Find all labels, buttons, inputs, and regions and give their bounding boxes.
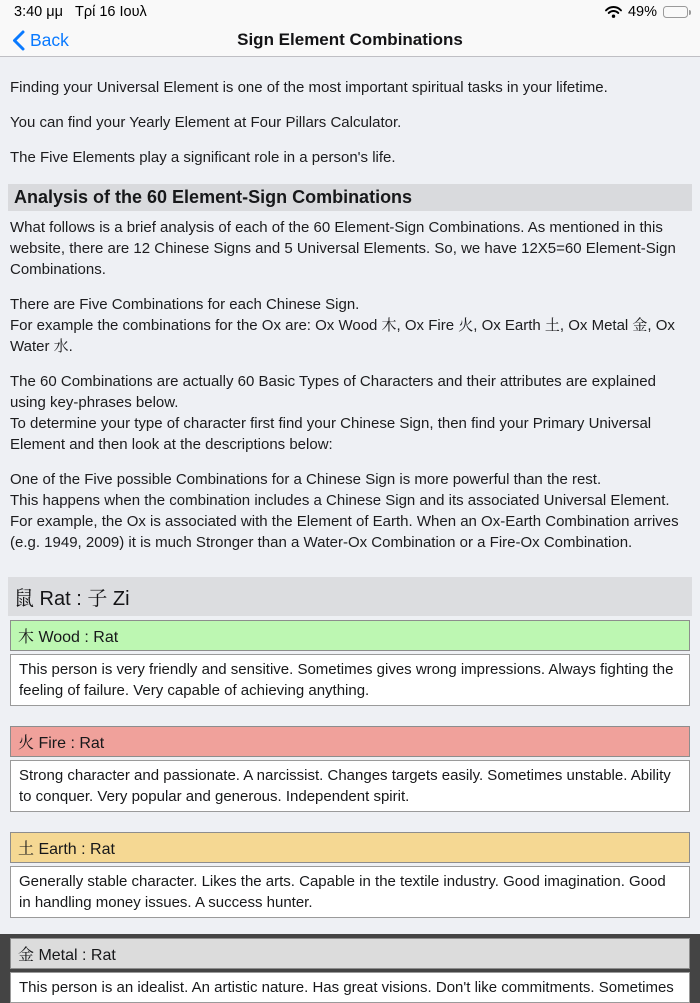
combo-fire-rat [10, 726, 690, 812]
navigation-bar [0, 24, 700, 57]
paragraph-line: The 60 Combinations are actually 60 Basic Types of Characters and their attributes are explained using key-phrases below. [10, 373, 656, 411]
page-title: Sign Element Combinations [237, 30, 463, 49]
combo-description-earth: Generally stable character. Likes the arts. Capable in the textile industry. Good imagination. Good in handling money issues. A success hunter. [10, 866, 690, 918]
paragraph-line: For example, the Ox is associated with the Element of Earth. When an Ox-Earth Combination arrives (e.g. 1949, 2009) it is much Stronger than a Water-Ox Combination or a Fire-Ox Combination. [10, 513, 679, 551]
status-left [14, 4, 147, 20]
scroll-content[interactable] [0, 57, 700, 1003]
analysis-paragraph-1: What follows is a brief analysis of each of the 60 Element-Sign Combinations. As mentioned in this website, there are 12 Chinese Signs and 5 Universal Elements. So, we have 12X5=60 Element-Sign Combinations. [10, 219, 676, 278]
back-button[interactable] [0, 30, 79, 51]
intro-paragraph: The Five Elements play a significant role in a person's life. [10, 149, 396, 166]
date: Τρί 16 Ιουλ [74, 4, 147, 20]
sign-section-heading-rat: 鼠 Rat : 子 Zi [8, 577, 692, 616]
combo-wood-rat [10, 620, 690, 706]
intro-paragraph: You can find your Yearly Element at Four Pillars Calculator. [10, 114, 402, 131]
status-right [605, 4, 688, 20]
combo-header-earth: 土 Earth : Rat [10, 832, 690, 863]
paragraph-line: To determine your type of character first find your Chinese Sign, then find your Primary Universal Element and then look at the descriptions below: [10, 415, 652, 453]
analysis-heading: Analysis of the 60 Element-Sign Combinations [8, 184, 692, 211]
back-label: Back [30, 29, 69, 50]
intro-paragraph: Finding your Universal Element is one of the most important spiritual tasks in your lifetime. [10, 79, 608, 96]
combo-description-metal: This person is an idealist. An artistic nature. Has great visions. Don't like commitments. Sometimes [10, 972, 690, 1003]
battery-icon [663, 6, 688, 18]
paragraph-line: There are Five Combinations for each Chinese Sign. [10, 296, 360, 313]
battery-percent: 49% [627, 4, 657, 20]
wifi-icon [605, 6, 622, 18]
paragraph-line: This happens when the combination includes a Chinese Sign and its associated Universal Element. [10, 492, 670, 509]
combo-header-wood: 木 Wood : Rat [10, 620, 690, 651]
analysis-paragraph-4 [10, 469, 690, 553]
combo-description-wood: This person is very friendly and sensitive. Sometimes gives wrong impressions. Always fighting the feeling of failure. Very capable of achieving anything. [10, 654, 690, 706]
status-bar [0, 0, 700, 24]
combo-header-metal: 金 Metal : Rat [10, 938, 690, 969]
combo-header-fire: 火 Fire : Rat [10, 726, 690, 757]
analysis-paragraph-2 [10, 294, 690, 357]
combo-metal-rat [10, 938, 690, 1003]
combo-earth-rat [10, 832, 690, 918]
battery-nub [689, 10, 692, 15]
chevron-left-icon [12, 30, 25, 51]
paragraph-line: One of the Five possible Combinations for a Chinese Sign is more powerful than the rest. [10, 471, 602, 488]
analysis-paragraph-3 [10, 371, 690, 455]
combo-description-fire: Strong character and passionate. A narcissist. Changes targets easily. Sometimes unstable. Ability to conquer. Very popular and generous. Independent spirit. [10, 760, 690, 812]
paragraph-line: For example the combinations for the Ox are: Ox Wood 木, Ox Fire 火, Ox Earth 土, Ox Metal 金, Ox Water 水. [10, 317, 675, 355]
clock: 3:40 μμ [14, 4, 63, 20]
